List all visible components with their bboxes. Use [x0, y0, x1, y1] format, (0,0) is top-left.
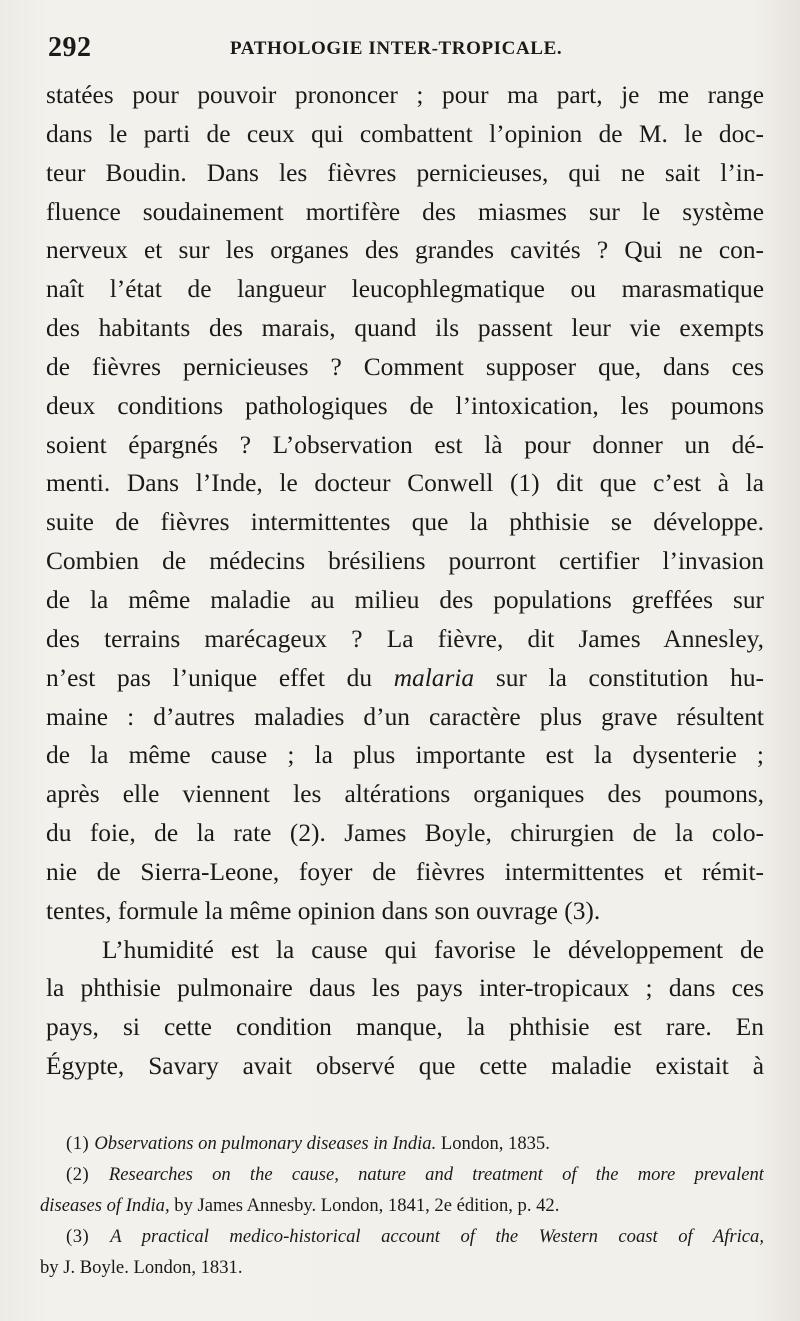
page-number: 292 — [48, 32, 92, 63]
italic-term: malaria — [393, 663, 475, 692]
text-line: nie de Sierra-Leone, foyer de fièvres intermittentes et rémit- — [46, 857, 764, 886]
text-line: des habitants des marais, quand ils passent leur vie exempts — [46, 314, 764, 343]
text-line: maine : d’autres maladies d’un caractère plus grave résultent — [46, 702, 764, 731]
text-segment: n’est pas l’unique effet du — [46, 663, 394, 692]
footnote-marker: (2) — [66, 1164, 109, 1185]
footnote-title: Researches on the cause, nature and treatment of the more prevalent — [108, 1164, 764, 1185]
text-line: statées pour pouvoir prononcer ; pour ma part, je me range — [46, 81, 764, 109]
text-line: menti. Dans l’Inde, le docteur Conwell (1) dit que c’est à la — [46, 469, 764, 498]
footnote-1 — [40, 1128, 764, 1159]
footnote-2 — [40, 1159, 764, 1190]
footnote-text: by James Annesby. London, 1841, 2e édition, p. 42. — [169, 1195, 560, 1216]
text-line: Combien de médecins brésiliens pourront certifier l’invasion — [46, 547, 764, 576]
page-header — [48, 30, 768, 70]
paragraph-end-line: tentes, formule la même opinion dans son ouvrage (3). — [46, 896, 601, 925]
text-line: du foie, de la rate (2). James Boyle, chirurgien de la colo- — [46, 819, 764, 848]
paragraph-start-line: L’humidité est la cause qui favorise le développement de — [102, 935, 764, 964]
text-line: fluence soudainement mortifère des miasmes sur le système — [46, 197, 764, 226]
footnote-text: London, 1835. — [436, 1133, 550, 1154]
footnotes — [40, 1128, 764, 1283]
body-text — [46, 76, 764, 1086]
footnote-2-continued — [40, 1190, 764, 1221]
text-segment: sur la constitution hu- — [474, 663, 764, 692]
text-line: teur Boudin. Dans les fièvres pernicieuses, qui ne sait l’in- — [46, 158, 764, 187]
text-line: deux conditions pathologiques de l’intoxication, les poumons — [46, 391, 764, 420]
text-line: de la même maladie au milieu des populations greffées sur — [46, 585, 764, 614]
footnote-marker: (1) — [66, 1133, 95, 1154]
text-line: Égypte, Savary avait observé que cette maladie existait à — [46, 1052, 764, 1081]
text-line: pays, si cette condition manque, la phthisie est rare. En — [46, 1013, 764, 1042]
text-line: nerveux et sur les organes des grandes cavités ? Qui ne con- — [46, 236, 764, 265]
footnote-3-continued: by J. Boyle. London, 1831. — [40, 1257, 243, 1278]
text-line: de fièvres pernicieuses ? Comment supposer que, dans ces — [46, 352, 764, 381]
footnote-title: diseases of India, — [40, 1195, 170, 1216]
footnote-title: Observations on pulmonary diseases in India. — [94, 1133, 437, 1154]
text-line: suite de fièvres intermittentes que la phthisie se développe. — [46, 508, 764, 537]
text-line: naît l’état de langueur leucophlegmatique ou marasmatique — [46, 275, 764, 304]
footnote-3 — [40, 1221, 764, 1252]
footnote-title: A practical medico-historical account of the Western coast of Africa, — [110, 1226, 764, 1247]
text-line: soient épargnés ? L’observation est là pour donner un dé- — [46, 430, 764, 459]
footnote-marker: (3) — [66, 1226, 111, 1247]
text-line-with-italic — [46, 659, 764, 698]
text-line: des terrains marécageux ? La fièvre, dit James Annesley, — [46, 624, 764, 653]
running-head: PATHOLOGIE INTER-TROPICALE. — [230, 38, 563, 59]
text-line: dans le parti de ceux qui combattent l’opinion de M. le doc- — [46, 119, 764, 148]
text-line: de la même cause ; la plus importante est la dysenterie ; — [46, 741, 764, 770]
text-line: après elle viennent les altérations organiques des poumons, — [46, 780, 764, 809]
text-line: la phthisie pulmonaire daus les pays inter-tropicaux ; dans ces — [46, 974, 764, 1003]
